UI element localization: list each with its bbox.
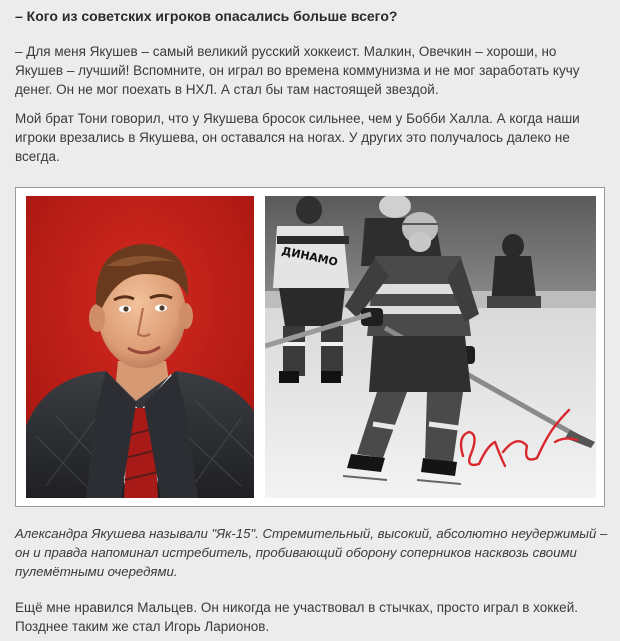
answer-paragraph-1: – Для меня Якушев – самый великий русский хоккеист. Малкин, Овечкин – хороши, но Якушев – лучший! Вспомните, он играл во времена коммунизма и не мог заработать кучу денег. Он не мог поехать в НХЛ. А стал бы там настоящей звездой.	[15, 44, 580, 97]
interview-question: – Кого из советских игроков опасались больше всего?	[15, 8, 398, 24]
hockey-player-photo	[265, 196, 596, 498]
portrait-photo	[26, 196, 254, 498]
closing-paragraph: Ещё мне нравился Мальцев. Он никогда не участвовал в стычках, просто играл в хоккей. Позднее таким же стал Игорь Ларионов.	[15, 600, 578, 634]
photo-caption: Александра Якушева называли "Як-15". Стремительный, высокий, абсолютно неудержимый – он и правда напоминал истребитель, пробивающий оборону соперников насквозь своими пулемётными очередями.	[15, 526, 608, 579]
jersey-text: ДИНАМО	[280, 244, 339, 269]
answer-paragraph-2: Мой брат Тони говорил, что у Якушева бросок сильнее, чем у Бобби Халла. А когда наши игроки врезались в Якушева, он оставался на ногах. У других это получалось далеко не всегда.	[15, 111, 580, 164]
photo-collage	[15, 187, 605, 507]
